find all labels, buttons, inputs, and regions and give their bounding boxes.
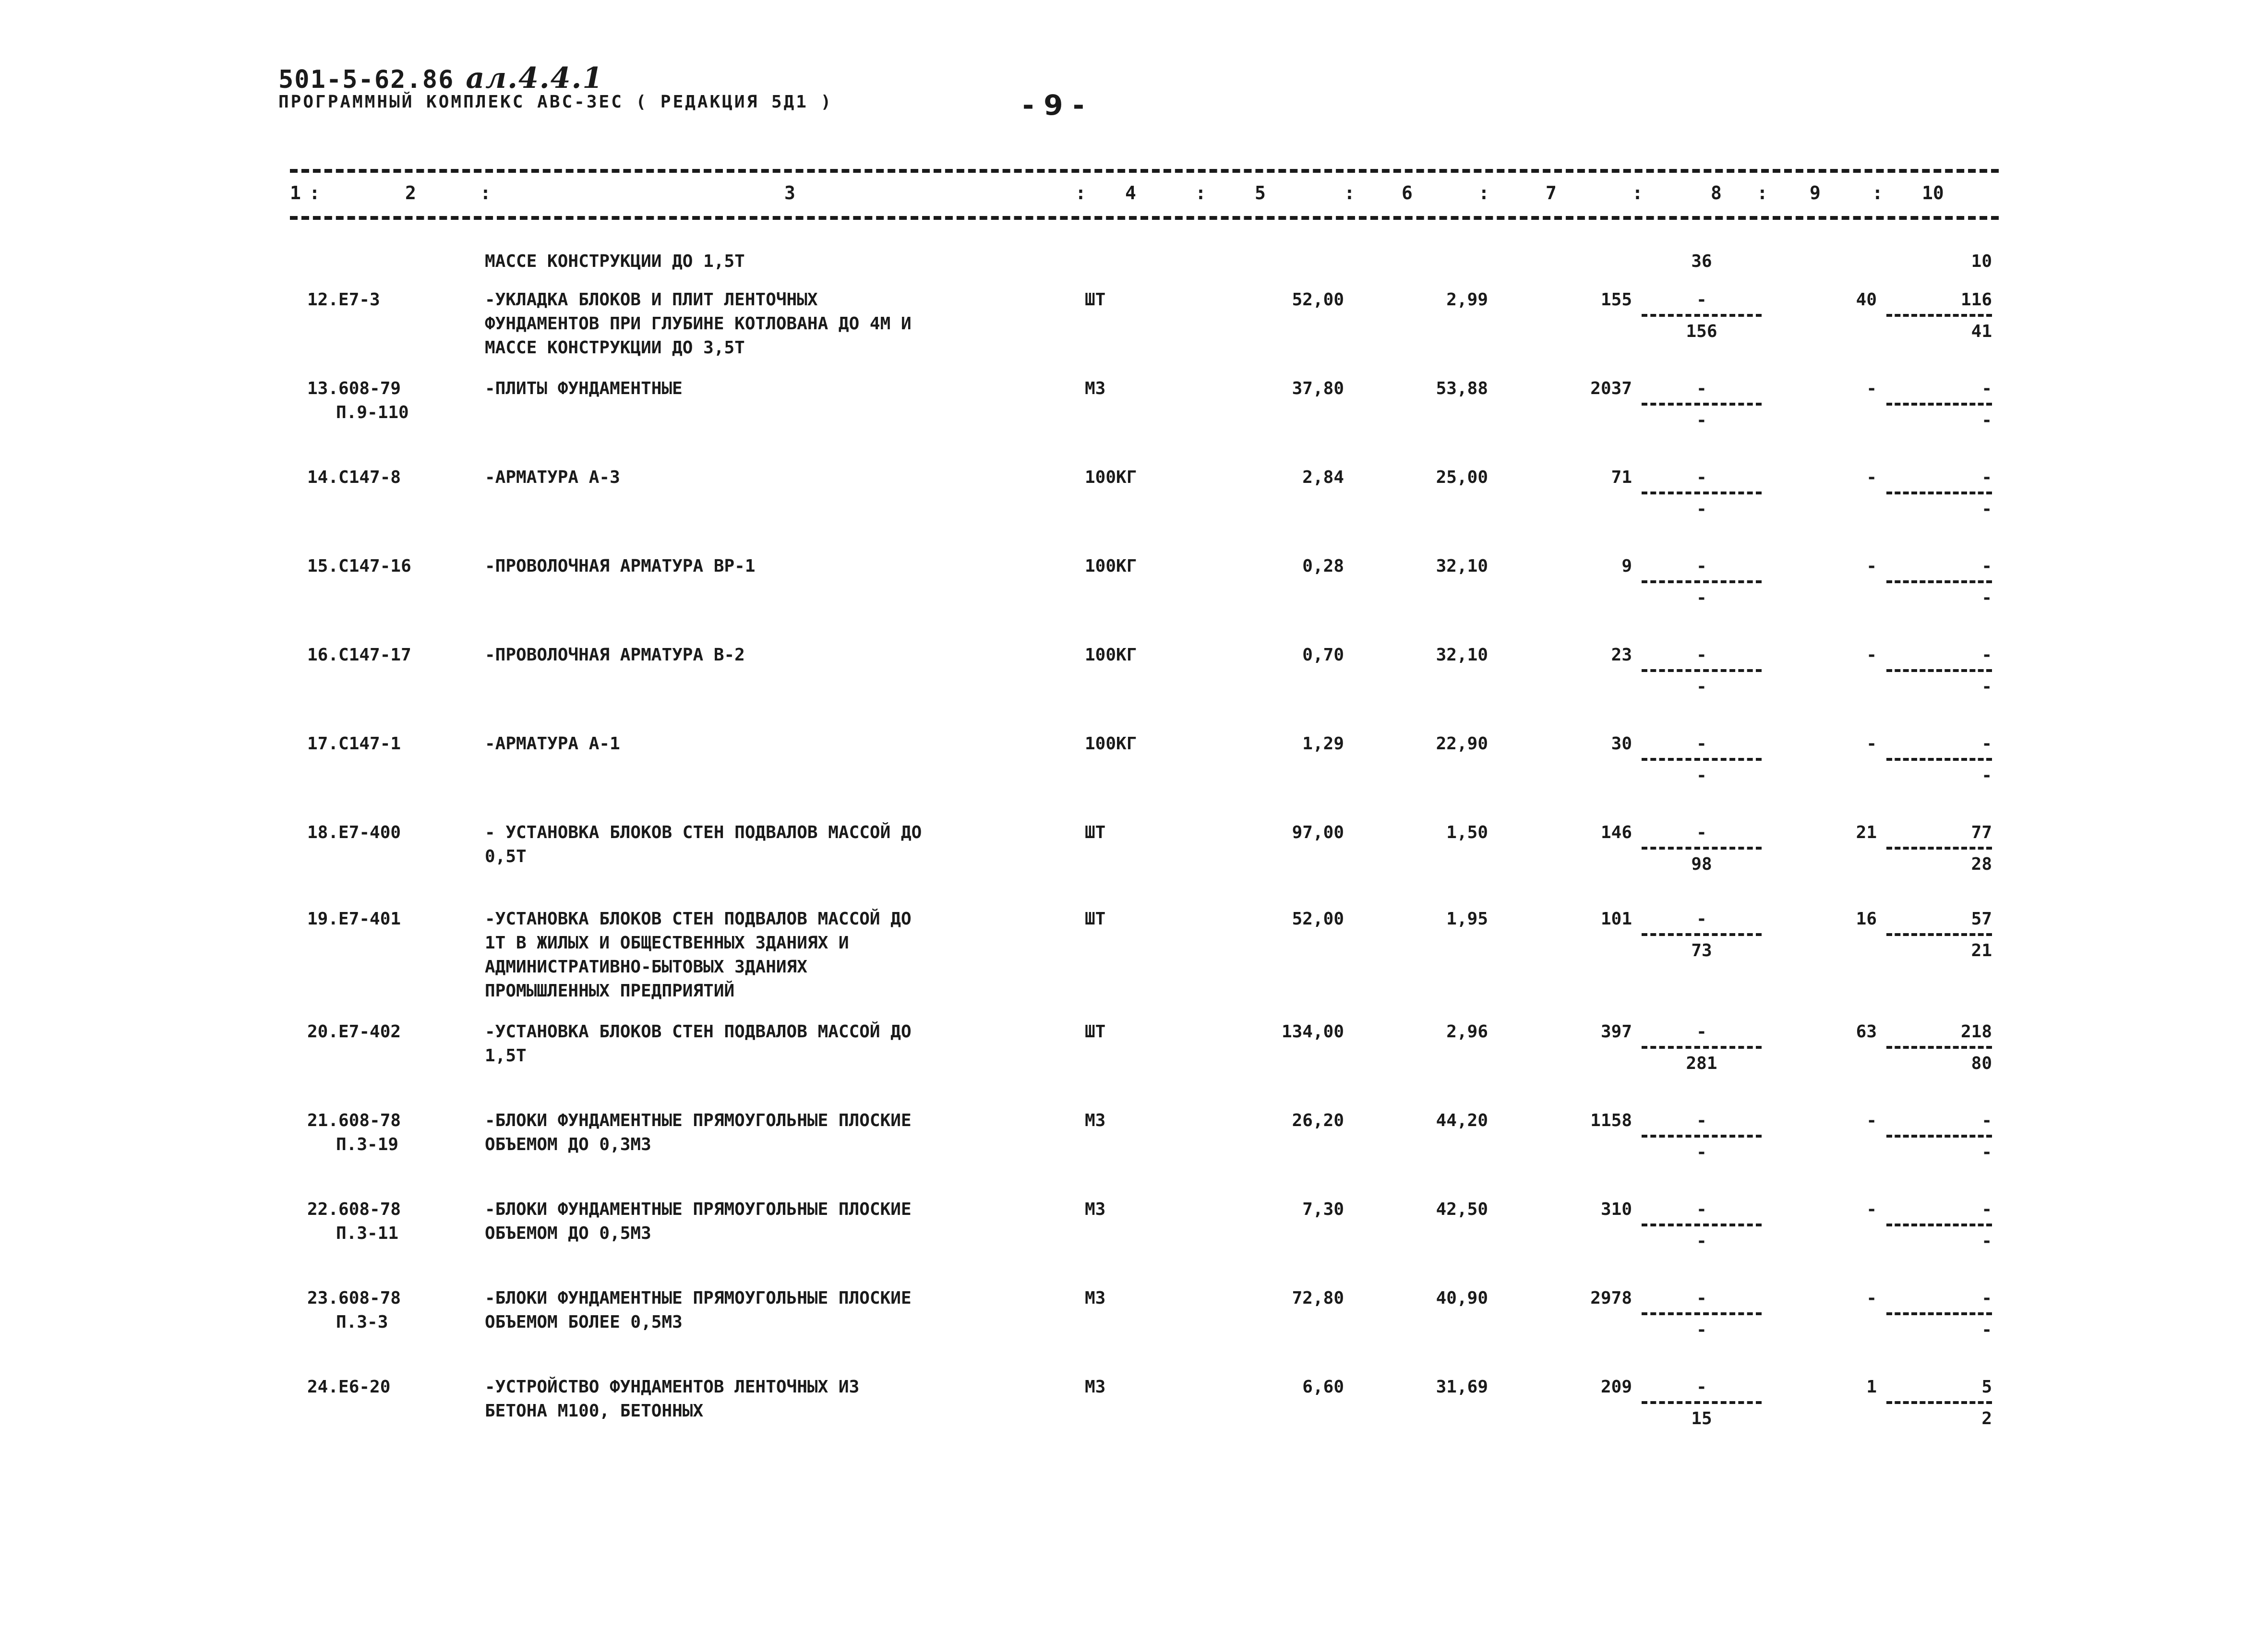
row-description [485,732,1061,756]
row-code-line: 20.Е7-402 [307,1022,401,1042]
row-col8 [1642,1109,1762,1164]
row-total: 155 [1600,290,1632,310]
row-quantity: 52,00 [1292,909,1344,929]
row-col8 [1642,1286,1762,1342]
row-description [485,288,1061,360]
row-description-line: - УСТАНОВКА БЛОКОВ СТЕН ПОДВАЛОВ МАССОЙ ДО [485,823,922,842]
row-col10 [1886,466,1992,521]
row-code-line: 21.608-78 [307,1111,401,1130]
row-description-line: ОБЪЕМОМ ДО 0,3М3 [485,1135,651,1154]
row-col8-top: - [1696,379,1707,398]
row-col10-bar [1886,847,1992,850]
continuation-col10: 10 [1971,252,1992,271]
row-total: 2978 [1590,1288,1632,1308]
handwritten-note: ал.4.4.1 [466,61,604,95]
row-code-line: 17.С147-1 [307,734,401,754]
row-description-line: ФУНДАМЕНТОВ ПРИ ГЛУБИНЕ КОТЛОВАНА ДО 4М И [485,314,912,334]
row-code-line: П.9-110 [336,403,409,422]
row-col10-top: 57 [1971,909,1992,929]
row-code [307,288,466,312]
row-unit-price: 32,10 [1436,556,1488,576]
row-description-line: 1,5Т [485,1046,527,1066]
row-code-line: 24.Е6-20 [307,1377,391,1397]
row-col8-top: - [1696,1288,1707,1308]
row-col9: 40 [1856,290,1877,310]
row-col10-bottom: - [1981,1142,1992,1162]
row-col8 [1642,732,1762,788]
row-col8-bar [1642,1401,1762,1404]
row-col10 [1886,377,1992,432]
col-header-5: 5 [1255,182,1266,204]
row-col10-bar [1886,669,1992,672]
row-col8-bottom: 281 [1686,1054,1717,1073]
row-code [307,643,466,667]
row-col8 [1642,288,1762,344]
row-unit-price: 53,88 [1436,379,1488,398]
row-col10-bar [1886,758,1992,761]
col-header-7: 7 [1546,182,1557,204]
row-unit: М3 [1085,1200,1106,1219]
row-col8-bar [1642,1046,1762,1049]
row-code-line: 16.С147-17 [307,645,411,665]
row-description-line: -УСТАНОВКА БЛОКОВ СТЕН ПОДВАЛОВ МАССОЙ ДО [485,1022,912,1042]
row-description-line: -ПРОВОЛОЧНАЯ АРМАТУРА В-2 [485,645,745,665]
row-total: 30 [1611,734,1632,754]
program-title: ПРОГРАММНЫЙ КОМПЛЕКС АВС-3ЕС ( РЕДАКЦИЯ 5Д1 ) [278,92,833,112]
row-code [307,1109,466,1157]
row-col8-top: - [1696,823,1707,842]
row-col10-bottom: - [1981,677,1992,696]
row-code [307,907,466,931]
row-code-line: 19.Е7-401 [307,909,401,929]
row-col8-top: - [1696,1377,1707,1397]
row-description-line: -УКЛАДКА БЛОКОВ И ПЛИТ ЛЕНТОЧНЫХ [485,290,818,310]
row-col10-bar [1886,403,1992,406]
row-quantity: 26,20 [1292,1111,1344,1130]
row-description-line: -АРМАТУРА А-3 [485,468,620,487]
row-col8-top: - [1696,909,1707,929]
row-col10-bar [1886,314,1992,317]
row-description [485,821,1061,869]
row-col9: - [1866,645,1877,665]
row-col8-top: - [1696,645,1707,665]
row-col9: 63 [1856,1022,1877,1042]
row-code-line: 23.608-78 [307,1288,401,1308]
row-col8-top: - [1696,290,1707,310]
row-total: 101 [1600,909,1632,929]
row-unit-price: 2,96 [1446,1022,1488,1042]
row-col10-bar [1886,1401,1992,1404]
row-description-line: ОБЪЕМОМ БОЛЕЕ 0,5М3 [485,1312,683,1332]
row-col10-top: - [1981,1200,1992,1219]
row-col10-top: - [1981,379,1992,398]
row-col8-bar [1642,758,1762,761]
row-description-line: -АРМАТУРА А-1 [485,734,620,754]
row-col9: - [1866,1111,1877,1130]
row-quantity: 0,28 [1302,556,1344,576]
row-code-line: П.3-3 [336,1312,388,1332]
row-col10-top: 77 [1971,823,1992,842]
row-description [485,907,1061,1003]
row-col9: - [1866,556,1877,576]
row-col8 [1642,643,1762,699]
row-col9: - [1866,1200,1877,1219]
col-header-8: 8 [1711,182,1722,204]
row-code-line: 14.С147-8 [307,468,401,487]
row-col9: 16 [1856,909,1877,929]
row-code [307,821,466,845]
row-code [307,554,466,578]
row-code [307,466,466,490]
row-col8-bar [1642,314,1762,317]
row-col8-bar [1642,669,1762,672]
row-col10-bottom: 21 [1971,941,1992,960]
page-number: - 9 - [1022,89,1084,121]
row-quantity: 6,60 [1302,1377,1344,1397]
row-unit-price: 1,95 [1446,909,1488,929]
row-code-line: 15.С147-16 [307,556,411,576]
row-code-line: 12.Е7-3 [307,290,380,310]
row-col8-bar [1642,492,1762,494]
row-col10-bar [1886,1135,1992,1138]
row-col9: - [1866,468,1877,487]
row-col10 [1886,288,1992,344]
row-col9: - [1866,1288,1877,1308]
row-description [485,466,1061,490]
row-description-line: МАССЕ КОНСТРУКЦИИ ДО 3,5Т [485,338,745,358]
row-total: 23 [1611,645,1632,665]
row-col10-bottom: 28 [1971,854,1992,874]
row-col8-top: - [1696,734,1707,754]
row-col10-bar [1886,1224,1992,1226]
row-col10-bottom: 80 [1971,1054,1992,1073]
row-unit: ШТ [1085,290,1106,310]
row-col10-top: 116 [1960,290,1992,310]
row-unit: М3 [1085,1288,1106,1308]
row-quantity: 2,84 [1302,468,1344,487]
row-col8-bar [1642,580,1762,583]
col-header-2: 2 [405,182,416,204]
row-col8-bar [1642,403,1762,406]
row-description-line: -ПРОВОЛОЧНАЯ АРМАТУРА ВР-1 [485,556,756,576]
row-col10-bottom: 41 [1971,322,1992,341]
row-col10-bottom: - [1981,1320,1992,1340]
row-description-line: ОБЪЕМОМ ДО 0,5М3 [485,1224,651,1243]
row-col8-top: - [1696,556,1707,576]
row-col8-bar [1642,1224,1762,1226]
row-col8-bottom: - [1696,410,1707,430]
row-col10 [1886,1375,1992,1431]
row-quantity: 7,30 [1302,1200,1344,1219]
row-description-line: -БЛОКИ ФУНДАМЕНТНЫЕ ПРЯМОУГОЛЬНЫЕ ПЛОСКИЕ [485,1200,912,1219]
row-quantity: 0,70 [1302,645,1344,665]
row-unit-price: 40,90 [1436,1288,1488,1308]
row-quantity: 97,00 [1292,823,1344,842]
row-total: 209 [1600,1377,1632,1397]
row-code [307,377,466,425]
row-description-line: АДМИНИСТРАТИВНО-БЫТОВЫХ ЗДАНИЯХ [485,957,807,977]
row-total: 9 [1621,556,1632,576]
row-col10-bar [1886,492,1992,494]
continuation-col8: 36 [1691,252,1712,271]
row-col10 [1886,1020,1992,1076]
row-description [485,1286,1061,1334]
row-quantity: 72,80 [1292,1288,1344,1308]
row-unit: ШТ [1085,909,1106,929]
row-description [485,1375,1061,1423]
row-description [485,643,1061,667]
row-col10-top: 5 [1981,1377,1992,1397]
row-unit: М3 [1085,1377,1106,1397]
row-col8-bar [1642,1135,1762,1138]
row-col10 [1886,821,1992,876]
row-unit: 100КГ [1085,556,1137,576]
header-rule [290,216,1999,220]
row-col8-bottom: - [1696,1320,1707,1340]
row-col8-bottom: - [1696,588,1707,608]
row-unit: М3 [1085,1111,1106,1130]
row-unit-price: 1,50 [1446,823,1488,842]
row-description-line: ПРОМЫШЛЕННЫХ ПРЕДПРИЯТИЙ [485,981,735,1001]
row-col10-bottom: - [1981,1231,1992,1251]
row-unit: 100КГ [1085,734,1137,754]
row-unit: ШТ [1085,1022,1106,1042]
row-col8-top: - [1696,468,1707,487]
row-code-line: П.3-11 [336,1224,399,1243]
row-total: 71 [1611,468,1632,487]
col-header-3: 3 [784,182,795,204]
row-col8-top: - [1696,1200,1707,1219]
row-col8 [1642,377,1762,432]
row-col9: - [1866,734,1877,754]
row-description-line: -УСТАНОВКА БЛОКОВ СТЕН ПОДВАЛОВ МАССОЙ ДО [485,909,912,929]
row-col10-top: - [1981,1288,1992,1308]
row-code [307,1020,466,1044]
row-col10-bottom: 2 [1981,1409,1992,1428]
row-col8 [1642,554,1762,610]
row-col8-bottom: 156 [1686,322,1717,341]
row-col9: 1 [1866,1377,1877,1397]
row-description-line: 1Т В ЖИЛЫХ И ОБЩЕСТВЕННЫХ ЗДАНИЯХ И [485,933,849,953]
row-quantity: 134,00 [1281,1022,1344,1042]
row-col8-bottom: 15 [1691,1409,1712,1428]
row-code-line: 22.608-78 [307,1200,401,1219]
row-description-line: -ПЛИТЫ ФУНДАМЕНТНЫЕ [485,379,683,398]
row-unit: 100КГ [1085,468,1137,487]
row-col8-top: - [1696,1022,1707,1042]
row-col8-bottom: - [1696,766,1707,785]
doc-code [278,61,603,95]
row-col10 [1886,907,1992,963]
row-col8-top: - [1696,1111,1707,1130]
row-col8-bottom: - [1696,1231,1707,1251]
row-total: 2037 [1590,379,1632,398]
row-description [485,1109,1061,1157]
col-header-1: 1 [290,182,301,204]
row-col10-top: - [1981,1111,1992,1130]
row-col8-bar [1642,1312,1762,1315]
row-code [307,1198,466,1246]
row-quantity: 52,00 [1292,290,1344,310]
row-col10-top: - [1981,468,1992,487]
row-col8-bottom: - [1696,1142,1707,1162]
row-col10 [1886,1198,1992,1253]
row-description-line: -БЛОКИ ФУНДАМЕНТНЫЕ ПРЯМОУГОЛЬНЫЕ ПЛОСКИЕ [485,1111,912,1130]
row-description-line: БЕТОНА М100, БЕТОННЫХ [485,1401,704,1421]
row-unit-price: 25,00 [1436,468,1488,487]
row-col10-bottom: - [1981,410,1992,430]
row-col10-top: - [1981,645,1992,665]
row-unit-price: 42,50 [1436,1200,1488,1219]
row-col10 [1886,1109,1992,1164]
row-col10 [1886,1286,1992,1342]
row-col10-bar [1886,1312,1992,1315]
row-col9: 21 [1856,823,1877,842]
row-description-line: 0,5Т [485,847,527,866]
row-total: 1158 [1590,1111,1632,1130]
row-total: 397 [1600,1022,1632,1042]
row-unit-price: 31,69 [1436,1377,1488,1397]
col-header-9: 9 [1810,182,1821,204]
row-code-line: П.3-19 [336,1135,399,1154]
row-col10-bar [1886,933,1992,936]
row-col10 [1886,643,1992,699]
row-description-line: -УСТРОЙСТВО ФУНДАМЕНТОВ ЛЕНТОЧНЫХ ИЗ [485,1377,860,1397]
row-unit: 100КГ [1085,645,1137,665]
row-description [485,554,1061,578]
col-header-6: 6 [1402,182,1413,204]
row-unit-price: 22,90 [1436,734,1488,754]
doc-code-text: 501-5-62.86 [278,65,455,94]
row-description-line: -БЛОКИ ФУНДАМЕНТНЫЕ ПРЯМОУГОЛЬНЫЕ ПЛОСКИЕ [485,1288,912,1308]
row-code [307,1286,466,1334]
row-col10-top: - [1981,734,1992,754]
row-col8-bar [1642,847,1762,850]
row-col8 [1642,907,1762,963]
continuation-text: МАССЕ КОНСТРУКЦИИ ДО 1,5Т [485,252,745,271]
row-unit: М3 [1085,379,1106,398]
row-description [485,1020,1061,1068]
row-col9: - [1866,379,1877,398]
row-unit-price: 2,99 [1446,290,1488,310]
row-total: 310 [1600,1200,1632,1219]
col-header-10: 10 [1922,182,1944,204]
row-col10-bottom: - [1981,499,1992,519]
row-col8-bottom: 73 [1691,941,1712,960]
col-header-4: 4 [1125,182,1136,204]
row-total: 146 [1600,823,1632,842]
row-col10-bar [1886,580,1992,583]
row-col10-top: 218 [1960,1022,1992,1042]
row-description [485,377,1061,401]
row-code [307,1375,466,1399]
row-col10-top: - [1981,556,1992,576]
row-col8 [1642,821,1762,876]
row-col8 [1642,1198,1762,1253]
row-col8-bar [1642,933,1762,936]
row-col8 [1642,466,1762,521]
row-col10-bottom: - [1981,766,1992,785]
row-col8-bottom: - [1696,499,1707,519]
row-quantity: 37,80 [1292,379,1344,398]
top-rule [290,169,1999,173]
row-col10-bar [1886,1046,1992,1049]
row-unit: ШТ [1085,823,1106,842]
row-code [307,732,466,756]
row-col8-bottom: 98 [1691,854,1712,874]
row-col8-bottom: - [1696,677,1707,696]
column-header-row: 1 : 2 : 3 : 4 : 5 : 6 : 7 : 8 : 9 : 10 [290,182,1944,204]
row-col10-bottom: - [1981,588,1992,608]
row-unit-price: 32,10 [1436,645,1488,665]
row-quantity: 1,29 [1302,734,1344,754]
row-description [485,1198,1061,1246]
row-unit-price: 44,20 [1436,1111,1488,1130]
row-code-line: 13.608-79 [307,379,401,398]
row-col10 [1886,732,1992,788]
row-col8 [1642,1375,1762,1431]
row-col10 [1886,554,1992,610]
row-col8 [1642,1020,1762,1076]
row-code-line: 18.Е7-400 [307,823,401,842]
